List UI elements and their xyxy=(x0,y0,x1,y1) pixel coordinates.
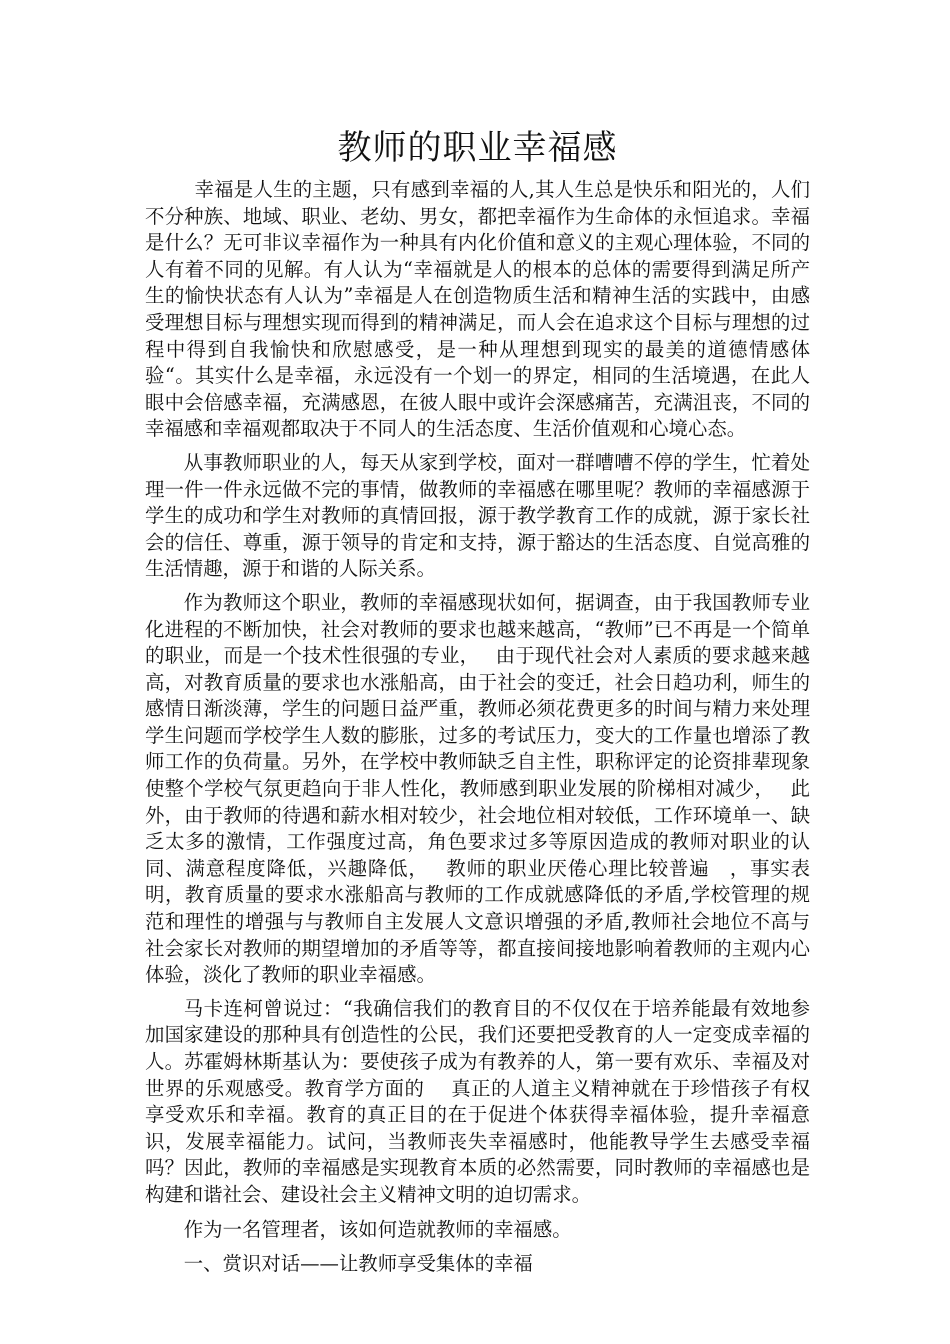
document-title: 教师的职业幸福感 xyxy=(337,128,618,168)
paragraph-4: 马卡连柯曾说过：“我确信我们的教育目的不仅仅在于培养能最有效地参加国家建设的那种具有创造性的公民，我们还要把受教育的人一定变成幸福的人。苏霍姆林斯基认为：要使孩子成为有教养的人，第一要有欢乐、幸福及对世界的乐观感受。教育学方面的 真正的人道主义精神就在于珍惜孩子有权享受欢乐和幸福。教育的真正目的在于促进个体获得幸福体验，提升幸福意识，发展幸福能力。试问，当教师丧失幸福感时，他能教导学生去感受幸福吗？因此，教师的幸福感是实现教育本质的必然需要，同时教师的幸福感也是构建和谐社会、建设社会主义精神文明的迫切需求。 xyxy=(145,996,810,1206)
paragraph-2: 从事教师职业的人，每天从家到学校，面对一群嘈嘈不停的学生，忙着处理一件一件永远做不完的事情，做教师的幸福感在哪里呢？教师的幸福感源于学生的成功和学生对教师的真情回报，源于教学教育工作的成就，源于家长社会的信任、尊重，源于领导的肯定和支持，源于豁达的生活态度、自觉高雅的生活情趣，源于和谐的人际关系。 xyxy=(145,450,810,581)
section-heading-1: 一、赏识对话——让教师享受集体的幸福 xyxy=(183,1252,533,1276)
paragraph-5: 作为一名管理者，该如何造就教师的幸福感。 xyxy=(183,1217,572,1241)
paragraph-3: 作为教师这个职业，教师的幸福感现状如何，据调查，由于我国教师专业化进程的不断加快，社会对教师的要求也越来越高，“教师”已不再是一个简单的职业，而是一个技术性很强的专业， 由于现代社会对人素质的要求越来越高，对教育质量的要求也水涨船高，由于社会的变迁，社会日趋功利，师生的感情日渐淡薄，学生的问题日益严重，教师必须花费更多的时间与精力来处理学生问题而学校学生人数的膨胀，过多的考试压力，变大的工作量也增添了教师工作的负荷量。另外，在学校中教师缺乏自主性，职称评定的论资排辈现象使整个学校气氛更趋向于非人性化，教师感到职业发展的阶梯相对减少， 此外，由于教师的待遇和薪水相对较少，社会地位相对较低，工作环境单一、缺乏太多的激情，工作强度过高，角色要求过多等原因造成的教师对职业的认同、满意程度降低，兴趣降低， 教师的职业厌倦心理比较普遍 ，事实表明，教育质量的要求水涨船高与教师的工作成就感降低的矛盾,学校管理的规范和理性的增强与与教师自主发展人文意识增强的矛盾,教师社会地位不高与社会家长对教师的期望增加的矛盾等等，都直接间接地影响着教师的主观内心体验，淡化了教师的职业幸福感。 xyxy=(145,590,810,987)
document-page xyxy=(145,125,810,1285)
paragraph-1: 幸福是人生的主题，只有感到幸福的人,其人生总是快乐和阳光的，人们不分种族、地域、职业、老幼、男女，都把幸福作为生命体的永恒追求。幸福是什么？无可非议幸福作为一种具有内化价值和意义的主观心理体验，不同的人有着不同的见解。有人认为“幸福就是人的根本的总体的需要得到满足所产生的愉快状态有人认为”幸福是人在创造物质生活和精神生活的实践中，由感受理想目标与理想实现而得到的精神满足，而人会在追求这个目标与理想的过程中得到自我愉快和欣慰感受，是一种从理想到现实的最美的道德情感体验“。其实什么是幸福，永远没有一个划一的界定，相同的生活境遇，在此人眼中会倍感幸福，充满感恩，在彼人眼中或许会深感痛苦，充满沮丧，不同的幸福感和幸福观都取决于不同人的生活态度、生活价值观和心境心态。 xyxy=(145,178,810,441)
